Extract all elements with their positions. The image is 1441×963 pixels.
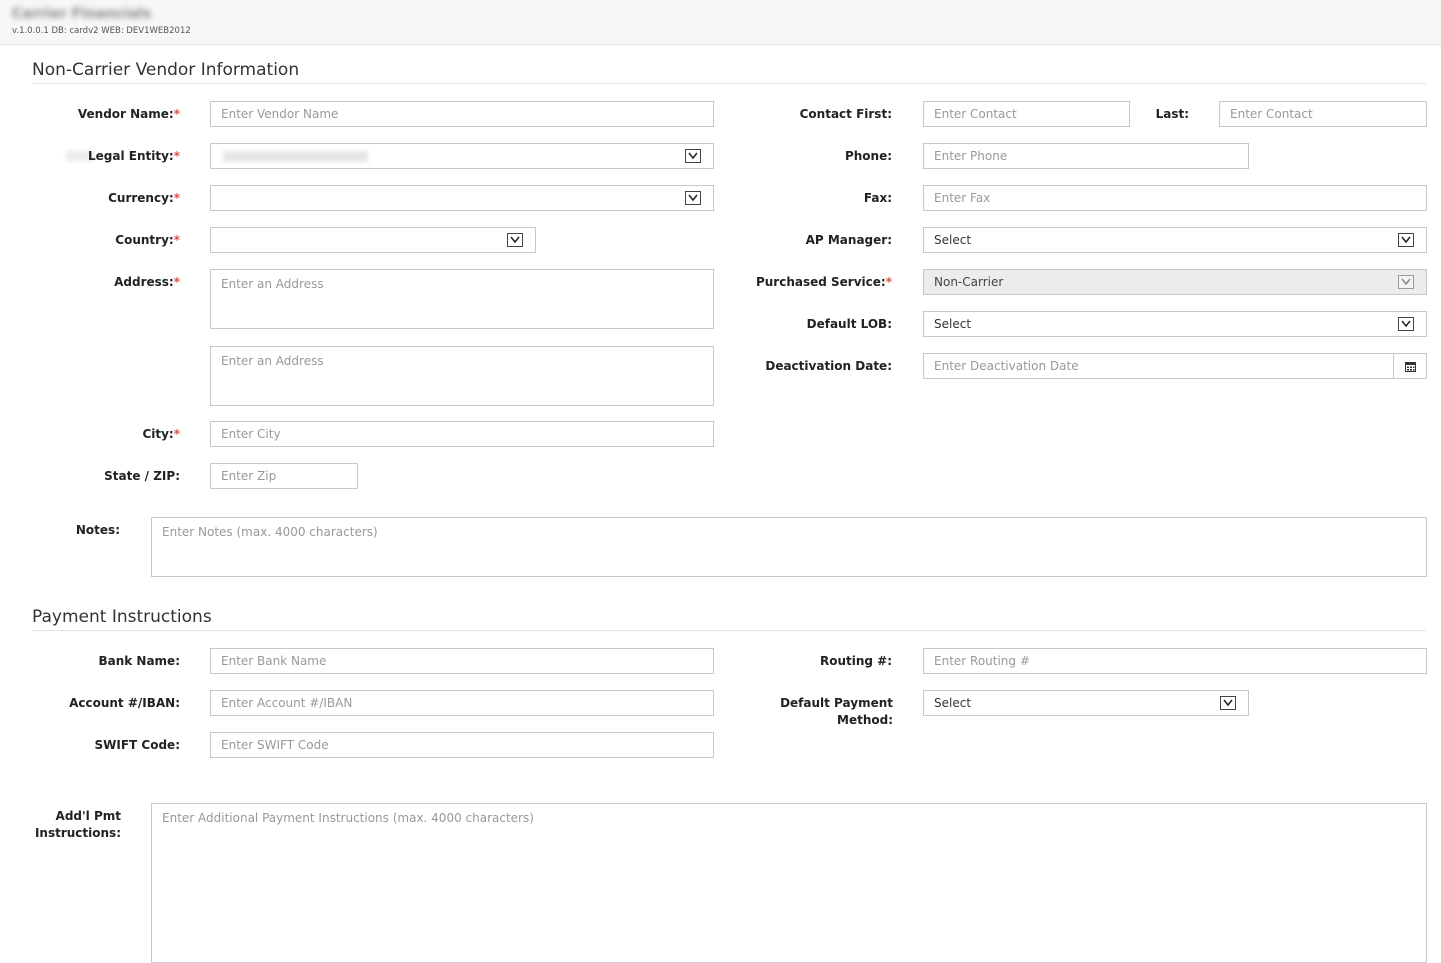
purchased-service-select — [923, 269, 1427, 295]
country-label: Country:* — [115, 233, 180, 247]
currency-label: Currency:* — [108, 191, 180, 205]
chevron-down-icon[interactable] — [685, 149, 701, 163]
city-label: City:* — [142, 427, 180, 441]
routing-input[interactable]: Enter Routing # — [923, 648, 1427, 674]
vendor-section-title: Non-Carrier Vendor Information — [32, 60, 300, 80]
payment-section-title: Payment Instructions — [32, 607, 212, 627]
country-select[interactable] — [210, 227, 536, 253]
fax-label: Fax: — [863, 191, 892, 205]
default-payment-method-select[interactable] — [923, 690, 1249, 716]
section-divider — [32, 630, 1426, 631]
section-divider — [32, 83, 1426, 84]
ap-manager-select[interactable] — [923, 227, 1427, 253]
default-lob-label: Default LOB: — [806, 317, 892, 331]
contact-first-input[interactable]: Enter Contact — [923, 101, 1130, 127]
calendar-icon — [1405, 361, 1416, 372]
fax-input[interactable]: Enter Fax — [923, 185, 1427, 211]
address-line1-input[interactable]: Enter an Address — [210, 269, 714, 329]
deactivation-date-label: Deactivation Date: — [765, 359, 892, 373]
additional-instructions-textarea[interactable]: Enter Additional Payment Instructions (max. 4000 characters) — [151, 803, 1427, 963]
default-payment-method-label: Default Payment Method: — [780, 696, 893, 727]
state-zip-label: State / ZIP: — [104, 469, 180, 483]
app-header — [0, 0, 1441, 45]
city-input[interactable]: Enter City — [210, 421, 714, 447]
chevron-down-icon[interactable] — [1398, 233, 1414, 247]
address-label: Address:* — [114, 275, 180, 289]
default-lob-select[interactable] — [923, 311, 1427, 337]
chevron-down-icon[interactable] — [1220, 696, 1236, 710]
purchased-service-value: Non-Carrier — [934, 275, 1004, 289]
purchased-service-label: Purchased Service:* — [755, 275, 892, 289]
zip-input[interactable]: Enter Zip — [210, 463, 358, 489]
swift-label: SWIFT Code: — [94, 738, 180, 752]
chevron-down-icon[interactable] — [685, 191, 701, 205]
additional-instructions-label: Add'l Pmt Instructions: — [34, 809, 121, 840]
default-lob-value: Select — [934, 317, 972, 331]
version-info: v.1.0.0.1 DB: cardv2 WEB: DEV1WEB2012 — [12, 26, 191, 36]
calendar-button[interactable] — [1393, 353, 1427, 379]
redacted-value — [223, 151, 368, 162]
currency-select[interactable] — [210, 185, 714, 211]
swift-input[interactable]: Enter SWIFT Code — [210, 732, 714, 758]
phone-label: Phone: — [844, 149, 892, 163]
contact-first-label: Contact First: — [799, 107, 892, 121]
ap-manager-value: Select — [934, 233, 972, 247]
address-line2-input[interactable]: Enter an Address — [210, 346, 714, 406]
notes-textarea[interactable]: Enter Notes (max. 4000 characters) — [151, 517, 1427, 577]
chevron-down-icon[interactable] — [507, 233, 523, 247]
routing-label: Routing #: — [819, 654, 892, 668]
notes-label: Notes: — [75, 523, 120, 537]
contact-last-input[interactable]: Enter Contact — [1219, 101, 1427, 127]
vendor-name-label: Vendor Name:* — [77, 107, 180, 121]
vendor-name-input[interactable]: Enter Vendor Name — [210, 101, 714, 127]
chevron-down-icon[interactable] — [1398, 317, 1414, 331]
contact-last-label: Last: — [1155, 107, 1189, 121]
legal-entity-select[interactable] — [210, 143, 714, 169]
bank-name-label: Bank Name: — [98, 654, 180, 668]
bank-name-input[interactable]: Enter Bank Name — [210, 648, 714, 674]
account-label: Account #/IBAN: — [69, 696, 180, 710]
phone-input[interactable]: Enter Phone — [923, 143, 1249, 169]
default-payment-method-value: Select — [934, 696, 972, 710]
legal-entity-label: Legal Entity:* — [88, 149, 180, 163]
app-title: Carrier Financials — [12, 6, 152, 22]
ap-manager-label: AP Manager: — [805, 233, 892, 247]
account-input[interactable]: Enter Account #/IBAN — [210, 690, 714, 716]
deactivation-date-input[interactable]: Enter Deactivation Date — [923, 353, 1395, 379]
chevron-down-icon — [1398, 275, 1414, 289]
